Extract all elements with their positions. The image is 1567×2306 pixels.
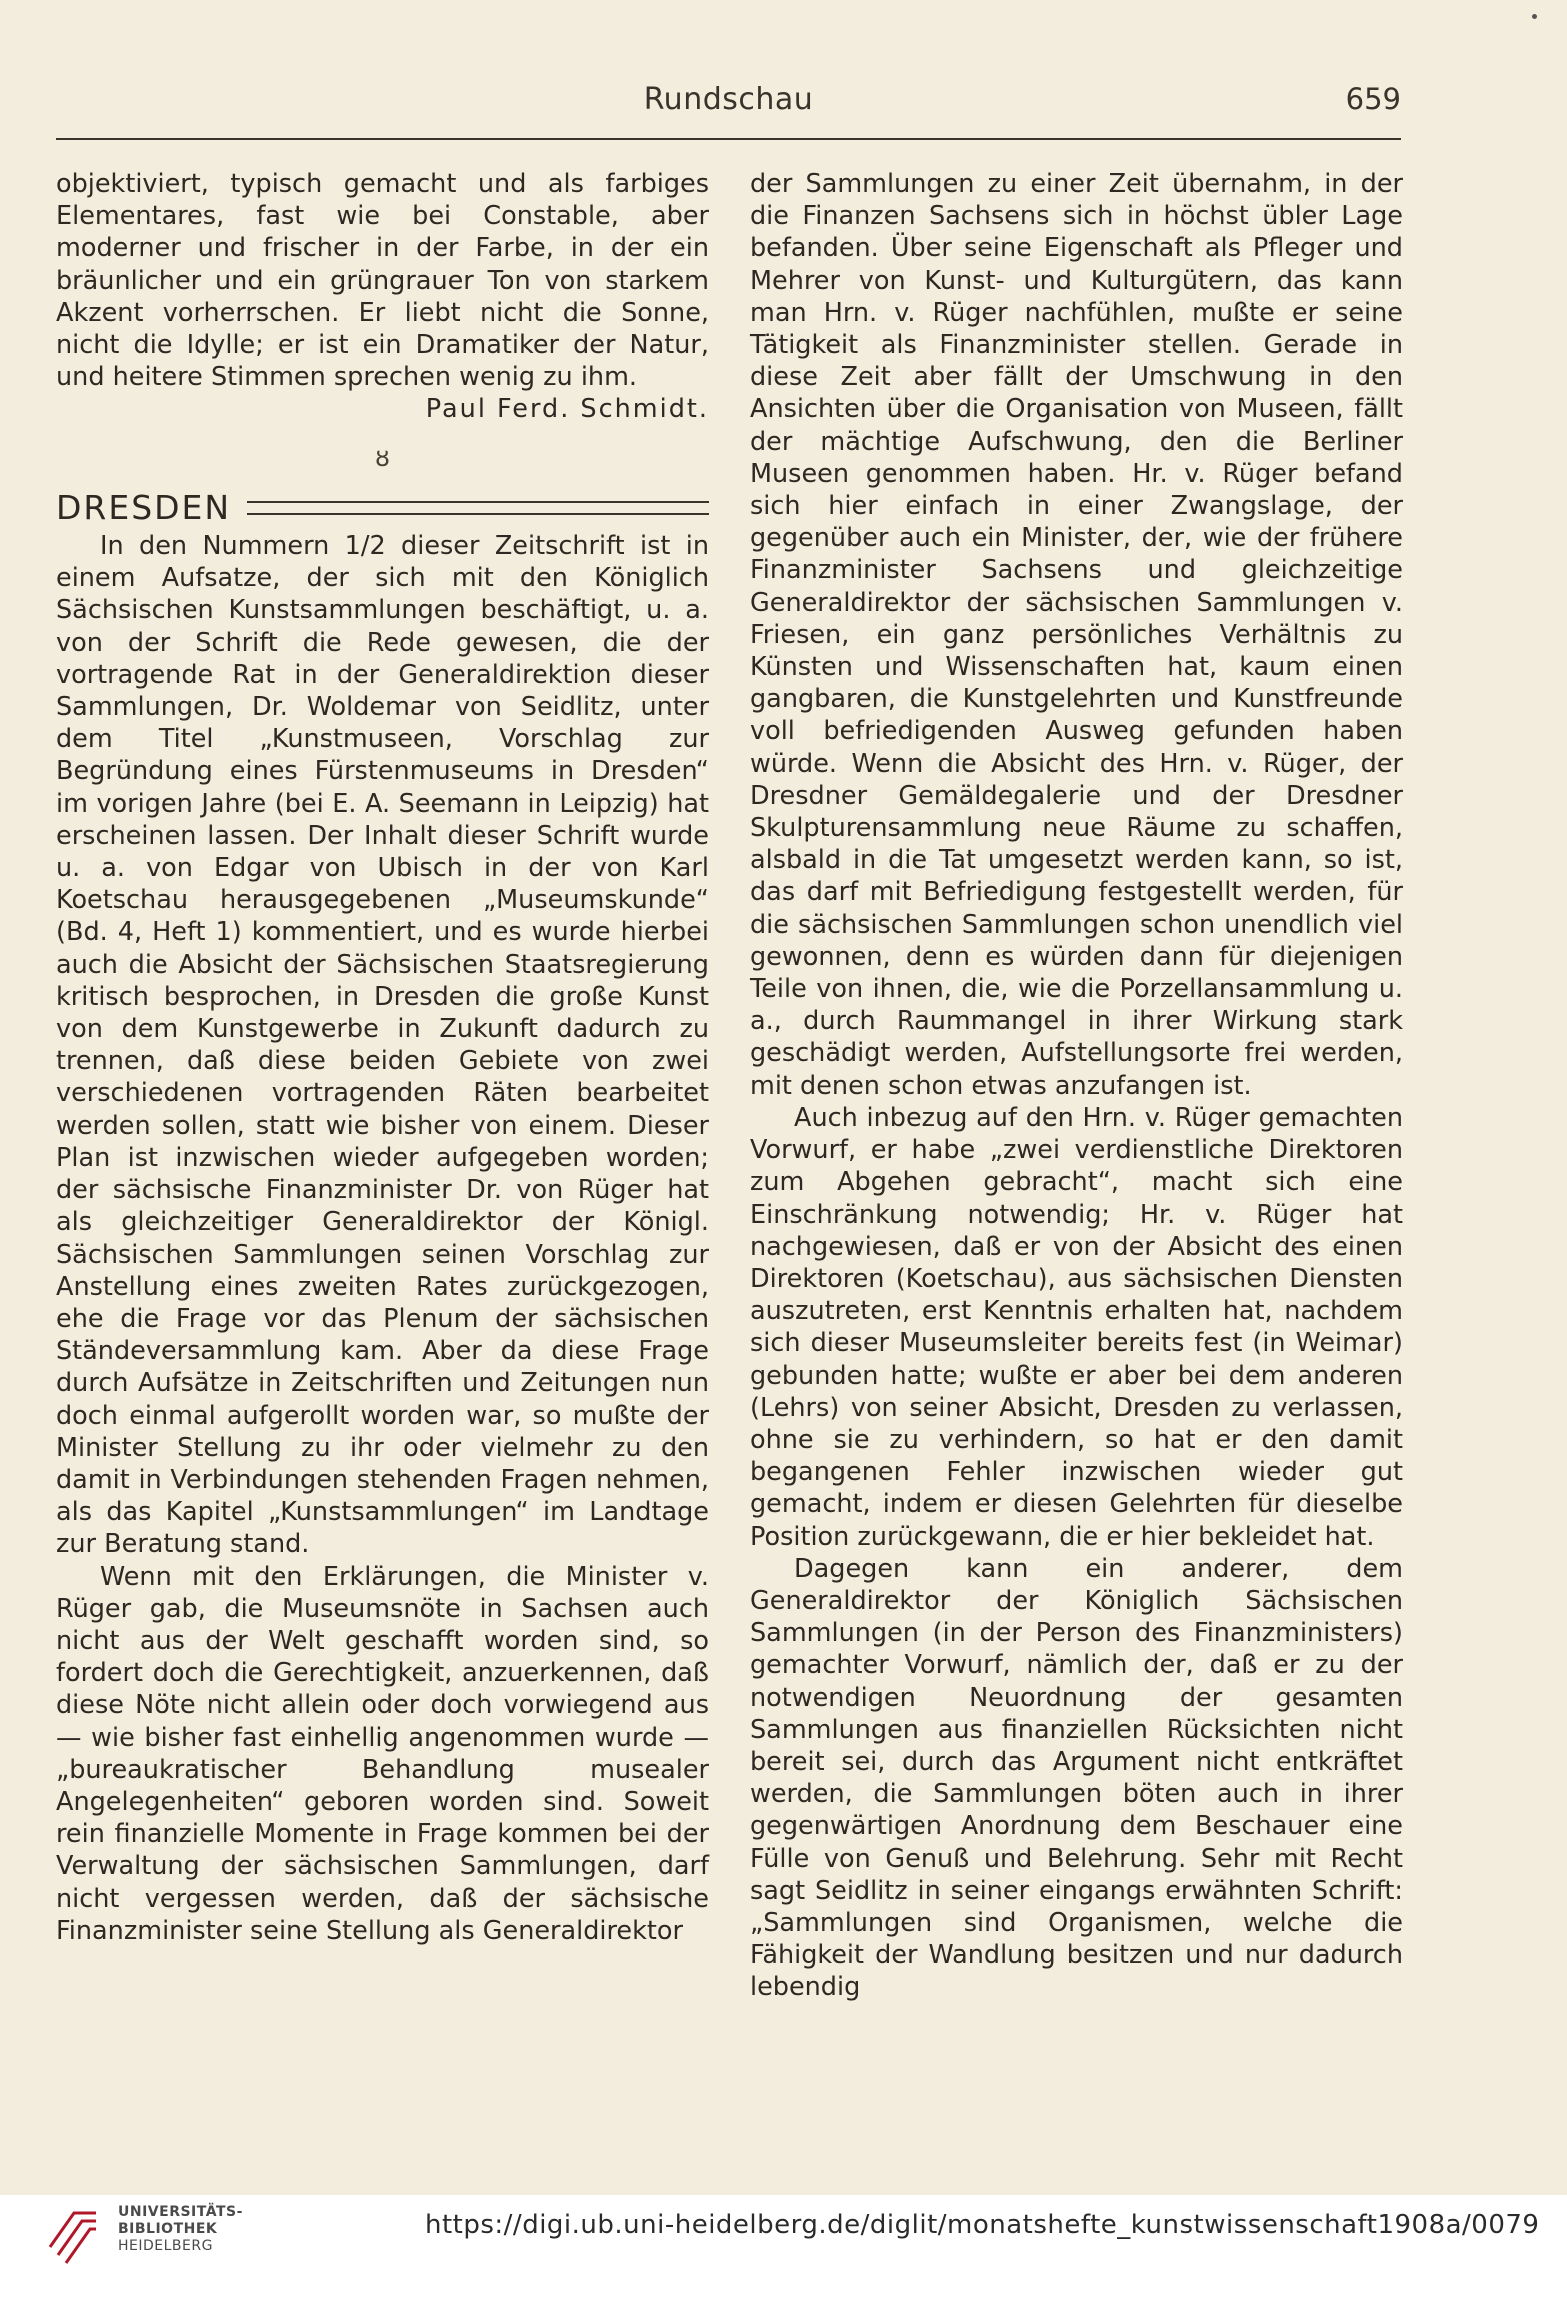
library-name-line: UNIVERSITÄTS- xyxy=(118,2204,243,2220)
author-signature: Paul Ferd. Schmidt. xyxy=(425,394,709,425)
header-rule xyxy=(56,138,1401,140)
left-column xyxy=(56,168,709,1947)
library-name-line: BIBLIOTHEK xyxy=(118,2221,218,2237)
paragraph: In den Nummern 1/2 dieser Zeitschrift ist in einem Aufsatze, der sich mit den Königlich Sächsischen Kunstsammlungen beschäftigt, u. a. von der Schrift die Rede gewesen, die der vortragende Rat in der Generaldirektion dieser Sammlungen, Dr. Woldemar von Seidlitz, unter dem Titel „Kunstmuseen, Vorschlag zur Begründung eines Fürstenmuseums in Dresden“ im vorigen Jahre (bei E. A. Seemann in Leipzig) hat erscheinen lassen. Der Inhalt dieser Schrift wurde u. a. von Edgar von Ubisch in der von Karl Koetschau herausgegebenen „Museumskunde“ (Bd. 4, Heft 1) kommentiert, und es wurde hierbei auch die Absicht der Sächsischen Staatsregierung kritisch besprochen, in Dresden die große Kunst von dem Kunstgewerbe in Zukunft dadurch zu trennen, daß diese beiden Gebiete von zwei verschiedenen vortragenden Räten bearbeitet werden sollen, statt wie bisher von einem. Dieser Plan ist inzwischen wieder aufgegeben worden; der sächsische Finanzminister Dr. von Rüger hat als gleichzeitiger Generaldirektor der Königl. Sächsischen Sammlungen seinen Vorschlag zur Anstellung eines zweiten Rates zurückgezogen, ehe die Frage vor das Plenum der sächsischen Ständeversammlung kam. Aber da diese Frage durch Aufsätze in Zeitschriften und Zeitungen nun doch einmal aufgerollt worden war, so mußte der Minister Stellung zu ihr oder vielmehr zu den damit in Verbindungen stehenden Fragen nehmen, als das Kapitel „Kunstsammlungen“ im Landtage zur Beratung stand. xyxy=(56,531,709,1560)
page-number: 659 xyxy=(1345,82,1401,116)
right-column xyxy=(750,168,1403,2004)
paragraph: der Sammlungen zu einer Zeit übernahm, in der die Finanzen Sachsens sich in höchst übler Lage befanden. Über seine Eigenschaft als Pfleger und Mehrer von Kunst- und Kulturgütern, das kann man Hrn. v. Rüger nachfühlen, mußte er seine Tätigkeit als Finanzminister stellen. Gerade in diese Zeit aber fällt der Umschwung in den Ansichten über die Organisation von Museen, fällt der mächtige Aufschwung, den die Berliner Museen genommen haben. Hr. v. Rüger befand sich hier einfach in einer Zwangslage, der gegenüber auch ein Minister, der, wie der frühere Finanzminister Sachsens und gleichzeitige Generaldirektor der sächsischen Sammlungen v. Friesen, ein ganz persönliches Verhältnis zu Künsten und Wissenschaften hat, kaum einen gangbaren, die Kunstgelehrten und Kunstfreunde voll befriedigenden Ausweg gefunden haben würde. Wenn die Absicht des Hrn. v. Rüger, der Dresdner Gemäldegalerie und der Dresdner Skulpturensammlung neue Räume zu schaffen, alsbald in die Tat umgesetzt werden kann, so ist, das darf mit Befriedigung festgestellt werden, für die sächsischen Sammlungen schon unendlich viel gewonnen, denn es würden dann für diejenigen Teile von ihnen, die, wie die Porzellansammlung u. a., durch Raummangel in ihrer Wirkung stark geschädigt werden, Aufstellungsorte frei werden, mit denen schon etwas anzufangen ist. xyxy=(750,169,1403,1101)
library-logo-icon xyxy=(44,2203,104,2265)
heading-double-rule xyxy=(247,501,709,515)
scan-speck xyxy=(1532,14,1537,19)
library-name xyxy=(118,2204,243,2255)
paragraph: objektiviert, typisch gemacht und als farbiges Elementares, fast wie bei Constable, aber moderner und frischer in der Farbe, in der ein bräunlicher und ein grüngrauer Ton von starkem Akzent vorherrschen. Er liebt nicht die Sonne, nicht die Idylle; er ist ein Dramatiker der Natur, und heitere Stimmen sprechen wenig zu ihm. xyxy=(56,169,709,393)
permalink-url[interactable]: https://digi.ub.uni-heidelberg.de/diglit/monatshefte_kunstwissenschaft1908a/0079 xyxy=(425,2210,1540,2240)
section-heading-row xyxy=(56,487,709,527)
section-ornament: ȣ xyxy=(375,443,390,472)
running-header xyxy=(56,82,1401,126)
library-name-line: HEIDELBERG xyxy=(118,2238,213,2254)
section-heading: DRESDEN xyxy=(56,487,232,527)
paragraph: Auch inbezug auf den Hrn. v. Rüger gemachten Vorwurf, er habe „zwei verdienstliche Direktoren zum Abgehen gebracht“, macht sich eine Einschränkung notwendig; Hr. v. Rüger hat nachgewiesen, daß er von der Absicht des einen Direktoren (Koetschau), aus sächsischen Diensten auszutreten, erst Kenntnis erhalten hat, nachdem sich dieser Museumsleiter bereits fest (in Weimar) gebunden hatte; wußte er aber bei dem anderen (Lehrs) von seiner Absicht, Dresden zu verlassen, ohne sie zu verhindern, so hat er den damit begangenen Fehler inzwischen wieder gut gemacht, indem er diesen Gelehrten für dieselbe Position zurückgewann, die er hier bekleidet hat. xyxy=(750,1102,1403,1552)
paragraph: Dagegen kann ein anderer, dem Generaldirektor der Königlich Sächsischen Sammlungen (in der Person des Finanzministers) gemachter Vorwurf, nämlich der, daß er zu der notwendigen Neuordnung der gesamten Sammlungen aus finanziellen Rücksichten nicht bereit sei, durch das Argument nicht entkräftet werden, die Sammlungen böten auch in ihrer gegenwärtigen Anordnung dem Beschauer eine Fülle von Genuß und Belehrung. Sehr mit Recht sagt Seidlitz in seiner eingangs erwähnten Schrift: „Sammlungen sind Organismen, welche die Fähigkeit der Wandlung besitzen und nur dadurch lebendig xyxy=(750,1553,1403,2003)
running-title: Rundschau xyxy=(643,82,814,117)
paragraph: Wenn mit den Erklärungen, die Minister v. Rüger gab, die Museumsnöte in Sachsen auch nicht aus der Welt geschafft worden sind, so fordert doch die Gerechtigkeit, anzuerkennen, daß diese Nöte nicht allein oder doch vorwiegend aus — wie bisher fast einhellig angenommen wurde — „bureaukratischer Behandlung musealer Angelegenheiten“ geboren worden sind. Soweit rein finanzielle Momente in Frage kommen bei der Verwaltung der sächsischen Sammlungen, darf nicht vergessen werden, daß der sächsische Finanzminister seine Stellung als Generaldirektor xyxy=(56,1561,709,1946)
